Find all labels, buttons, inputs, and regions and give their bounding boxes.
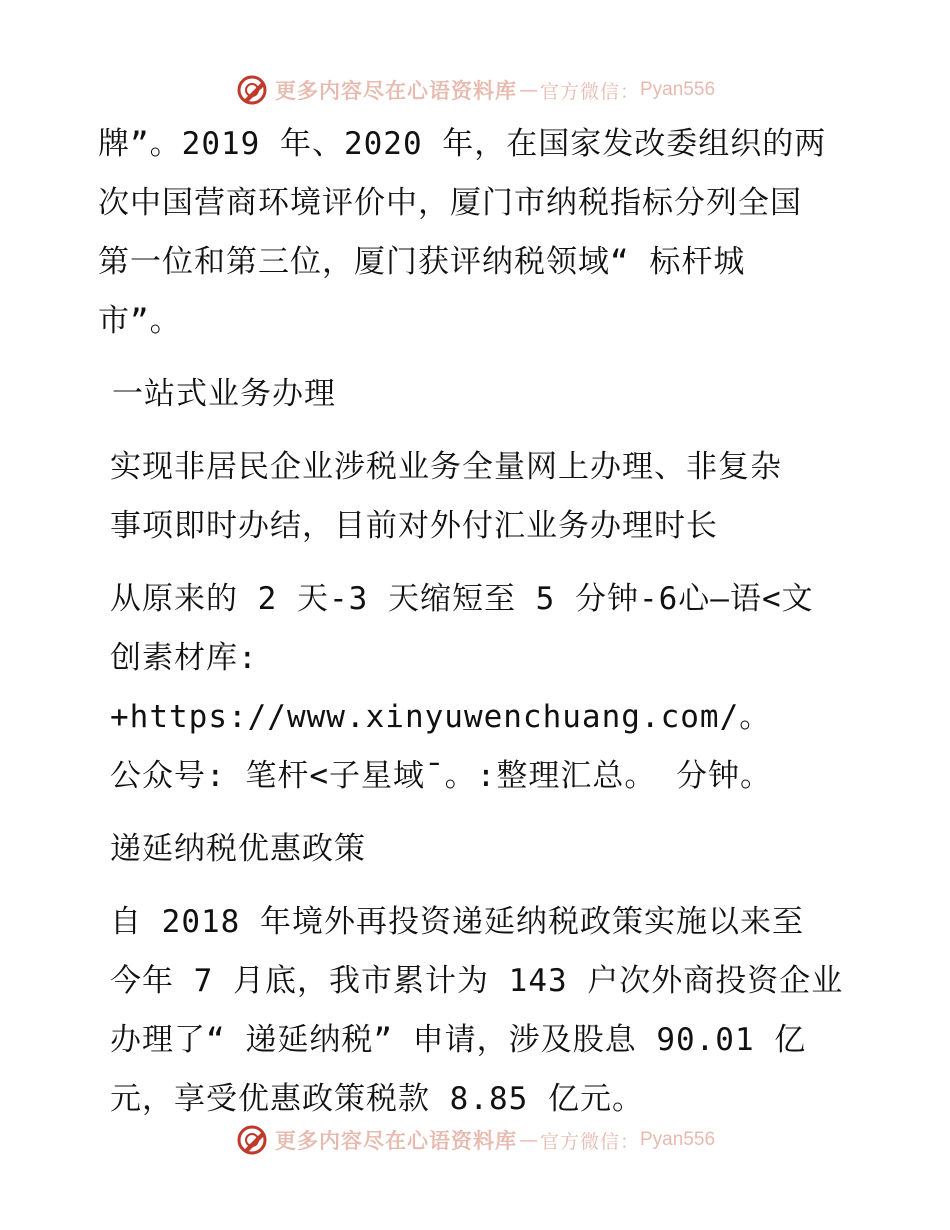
brand-logo-icon (235, 73, 269, 107)
banner-wechat-label: 官方微信： (539, 1130, 640, 1153)
brand-logo-icon (235, 1123, 269, 1157)
section-heading-one-stop-service: 一站式业务办理 (112, 376, 336, 412)
text-line: 今年 7 月底，我市累计为 143 户次外商投资企业 (110, 963, 844, 999)
text-line: 从原来的 2 天-3 天缩短至 5 分钟-6心—语<文 (110, 581, 814, 617)
text-line: 创素材库: +https://www.xinyuwenchuang.com/。 (110, 640, 772, 735)
text-line: 公众号: 笔杆<子星域¯。:整理汇总。 分钟。 (110, 758, 772, 794)
banner-dash: — (518, 1129, 538, 1151)
banner-site-name: 更多内容尽在心语资料库 (274, 78, 517, 103)
banner-wechat-label: 官方微信： (539, 80, 640, 103)
text-line: 市”。 (98, 303, 182, 339)
paragraph-tax-ranking (98, 115, 868, 351)
document-body (98, 115, 868, 1129)
header-watermark-banner (0, 70, 950, 110)
text-line: 元，享受优惠政策税款 8.85 亿元。 (110, 1081, 644, 1117)
banner-site-name: 更多内容尽在心语资料库 (274, 1128, 517, 1153)
text-line: 牌”。2019 年、2020 年，在国家发改委组织的两 (98, 126, 827, 162)
paragraph-deferred-tax-stats (98, 893, 868, 1129)
banner-dash: — (518, 79, 538, 101)
section-heading-deferred-tax-policy: 递延纳税优惠政策 (110, 831, 366, 867)
text-line: 自 2018 年境外再投资递延纳税政策实施以来至 (110, 904, 804, 940)
text-line: 第一位和第三位，厦门获评纳税领域“ 标杆城 (98, 244, 746, 280)
text-line: 实现非居民企业涉税业务全量网上办理、非复杂 (110, 449, 782, 485)
text-line: 事项即时办结，目前对外付汇业务办理时长 (110, 508, 718, 544)
text-line: 办理了“ 递延纳税” 申请，涉及股息 90.01 亿 (110, 1022, 807, 1058)
paragraph-processing-time (98, 570, 868, 806)
footer-watermark-banner (0, 1120, 950, 1160)
banner-wechat-id: Pyan556 (640, 79, 716, 100)
paragraph-online-processing (98, 438, 868, 556)
text-line: 次中国营商环境评价中，厦门市纳税指标分列全国 (98, 185, 802, 221)
banner-wechat-id: Pyan556 (640, 1129, 716, 1150)
